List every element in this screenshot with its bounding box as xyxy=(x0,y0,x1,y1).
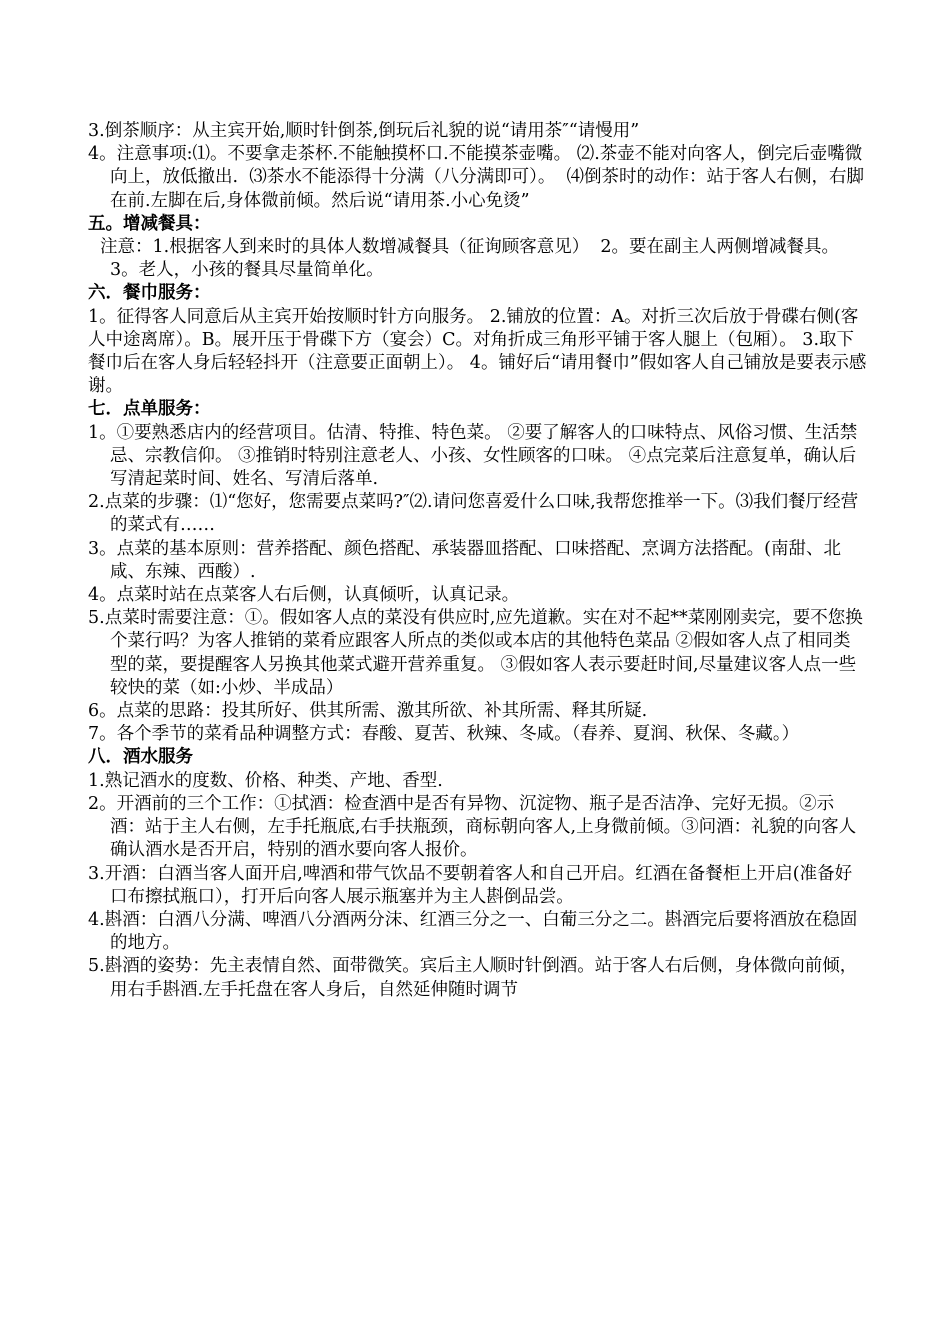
paragraph-ordering-6: 6。点菜的思路：投其所好、供其所需、激其所欲、补其所需、释其所疑. xyxy=(88,701,648,722)
paragraph-drinks-2: 2。开酒前的三个工作：①拭酒：检查酒中是否有异物、沉淀物、瓶子是否洁净、完好无损。②示酒：站于主人右侧，左手托瓶底,右手扶瓶颈，商标朝向客人,上身微前倾。③问酒：礼貌的向客人确认酒水是否开启，特别的酒水要向客人报价。 xyxy=(88,793,857,861)
paragraph-ordering-2: 2.点菜的步骤：⑴“您好，您需要点菜吗?″⑵.请问您喜爱什么口味,我帮您推举一下。⑶我们餐厅经营的菜式有…… xyxy=(88,492,859,536)
paragraph-ordering-1: 1。①要熟悉店内的经营项目。估清、特推、特色菜。 ②要了解客人的口味特点、风俗习惯、生活禁忌、宗教信仰。 ③推销时特别注意老人、小孩、女性顾客的口味。 ④点完菜后注意复单，确认后写清起菜时间、姓名、写清后落单. xyxy=(88,422,858,490)
paragraph-drinks-1: 1.熟记酒水的度数、价格、种类、产地、香型. xyxy=(88,770,443,791)
paragraph-drinks-5: 5.斟酒的姿势：先主表情自然、面带微笑。宾后主人顺时针倒酒。站于客人右后侧，身体微向前倾，用右手斟酒.左手托盘在客人身后，自然延伸随时调节 xyxy=(88,956,858,1000)
document-page xyxy=(88,120,868,1002)
paragraph-tableware-note: 注意：1.根据客人到来时的具体人数增减餐具（征询顾客意见） 2。要在副主人两侧增减餐具。 3。老人，小孩的餐具尽量简单化。 xyxy=(100,237,845,281)
paragraph-tea-notes: 4。注意事项:⑴。不要拿走茶杯.不能触摸杯口.不能摸茶壶嘴。 ⑵.茶壶不能对向客人，倒完后壶嘴微向上，放低撤出. ⑶茶水不能添得十分满（八分满即可）。 ⑷倒茶时的动作：站于客人右侧，右脚在前.左脚在后,身体微前倾。然后说“请用茶.小心免烫” xyxy=(88,144,865,211)
paragraph-napkin: 1。征得客人同意后从主宾开始按顺时针方向服务。 2.铺放的位置：A。对折三次后放于骨碟右侧(客人中途离席）。B。展开压于骨碟下方（宴会）C。对角折成三角形平铺于客人腿上（包厢）。 3.取下餐巾后在客人身后轻轻抖开（注意要正面朝上）。 4。铺好后“请用餐巾”假如客人自己铺放是要表示感谢。 xyxy=(88,306,867,397)
paragraph-ordering-7: 7。各个季节的菜肴品种调整方式：春酸、夏苦、秋辣、冬咸。（春养、夏润、秋保、冬藏。） xyxy=(88,724,800,745)
paragraph-tea-order: 3.倒茶顺序：从主宾开始,顺时针倒茶,倒玩后礼貌的说“请用茶″“请慢用” xyxy=(88,121,640,141)
paragraph-drinks-3: 3.开酒：白酒当客人面开启,啤酒和带气饮品不要朝着客人和自己开启。红酒在备餐柜上开启(准备好口布擦拭瓶口），打开后向客人展示瓶塞并为主人斟倒品尝。 xyxy=(88,863,853,907)
paragraph-ordering-5: 5.点菜时需要注意：①。假如客人点的菜没有供应时,应先道歉。实在对不起**菜刚刚卖完，要不您换个菜行吗？为客人推销的菜肴应跟客人所点的类似或本店的其他特色菜品 ②假如客人点了相同类型的菜，要提醒客人另换其他菜式避开营养重复。 ③假如客人表示要赶时间,尽量建议客人点一些较快的菜（如:小炒、半成品） xyxy=(88,608,863,698)
paragraph-drinks-4: 4.斟酒：白酒八分满、啤酒八分酒两分沫、红酒三分之一、白葡三分之二。斟酒完后要将酒放在稳固的地方。 xyxy=(88,909,858,954)
paragraph-ordering-4: 4。点菜时站在点菜客人右后侧，认真倾听，认真记录。 xyxy=(88,585,520,606)
section-heading-ordering: 七．点单服务： xyxy=(88,399,211,420)
section-heading-tableware: 五。增减餐具： xyxy=(88,213,211,234)
paragraph-ordering-3: 3。点菜的基本原则：营养搭配、颜色搭配、承装器皿搭配、口味搭配、烹调方法搭配。(南甜、北咸、东辣、西酸）. xyxy=(88,538,841,582)
section-heading-napkin: 六．餐巾服务： xyxy=(88,283,211,304)
section-heading-drinks: 八．酒水服务 xyxy=(88,747,193,768)
